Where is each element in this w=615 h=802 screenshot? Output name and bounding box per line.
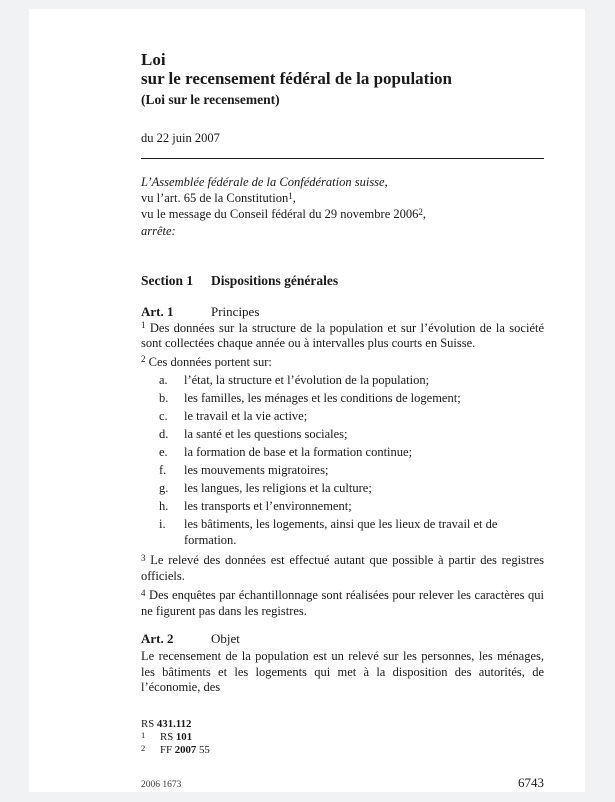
section-1-title: Dispositions générales bbox=[211, 273, 339, 288]
preamble-citation-2 bbox=[141, 206, 544, 222]
footnote-1-prefix: RS bbox=[160, 730, 176, 743]
footnotes-block bbox=[141, 718, 544, 757]
page-number: 6743 bbox=[518, 774, 544, 790]
list-item-i bbox=[141, 517, 544, 548]
law-short-title: (Loi sur le recensement) bbox=[141, 92, 280, 107]
footnote-2 bbox=[141, 744, 544, 757]
list-text: les bâtiments, les logements, ainsi que les lieux de travail et de formation. bbox=[184, 517, 498, 547]
footnote-1-bold: 101 bbox=[175, 730, 193, 743]
list-letter: g. bbox=[159, 481, 169, 495]
list-letter: c. bbox=[159, 409, 168, 423]
preamble bbox=[141, 174, 544, 239]
article-2-heading bbox=[141, 631, 544, 646]
article-2-paragraph-1: Le recensement de la population est un relevé sur les personnes, les ménages, les bâtiments et les logements qui met à la disposition des autorités, de l’économie, des bbox=[141, 649, 544, 694]
list-letter: b. bbox=[159, 391, 169, 405]
law-title-line-1: Loi bbox=[141, 50, 166, 69]
list-item-g bbox=[141, 481, 544, 497]
paragraph-2-number: 2 bbox=[141, 354, 146, 364]
footnote-ref-2: 2 bbox=[418, 206, 423, 217]
article-1-paragraph-1 bbox=[141, 321, 544, 352]
list-letter: h. bbox=[159, 499, 169, 513]
list-text: les transports et l’environnement; bbox=[184, 499, 352, 513]
section-1-label: Section 1 bbox=[141, 273, 194, 288]
paragraph-4-number: 4 bbox=[141, 587, 146, 598]
list-item-e bbox=[141, 445, 544, 461]
footnote-2-text bbox=[160, 744, 544, 757]
enactment-date: du 22 juin 2007 bbox=[141, 131, 220, 145]
list-text: l’état, la structure et l’évolution de la population; bbox=[184, 373, 430, 387]
rs-prefix: RS bbox=[141, 717, 157, 730]
rs-number: 431.112 bbox=[156, 717, 192, 730]
list-letter: f. bbox=[159, 463, 167, 477]
citation-2-text: vu le message du Conseil fédéral du 29 novembre 2006 bbox=[141, 207, 419, 221]
list-text: les mouvements migratoires; bbox=[184, 463, 329, 477]
document-page bbox=[29, 9, 585, 792]
paragraph-1-text: Des données sur la structure de la population et sur l’évolution de la société sont collectées chaque année ou à intervalles plus courts en Suisse. bbox=[141, 320, 545, 350]
footnote-1-text bbox=[160, 731, 544, 744]
list-item-a bbox=[141, 373, 544, 389]
law-title bbox=[141, 51, 544, 88]
footnote-ref-1: 1 bbox=[288, 190, 293, 201]
list-letter: e. bbox=[159, 445, 168, 459]
list-text: le travail et la vie active; bbox=[184, 409, 308, 423]
list-text: la formation de base et la formation continue; bbox=[184, 445, 413, 459]
footnote-1 bbox=[141, 731, 544, 744]
list-text: les langues, les religions et la culture; bbox=[184, 481, 372, 495]
list-item-d bbox=[141, 427, 544, 443]
paragraph-2-text: Ces données portent sur: bbox=[148, 354, 272, 369]
article-1-paragraph-3 bbox=[141, 553, 544, 584]
footnote-1-marker: 1 bbox=[141, 729, 146, 740]
list-item-h bbox=[141, 499, 544, 515]
paragraph-3-number: 3 bbox=[141, 552, 146, 563]
list-item-f bbox=[141, 463, 544, 479]
law-title-line-2: sur le recensement fédéral de la population bbox=[141, 68, 453, 88]
preamble-authority: L’Assemblée fédérale de la Confédération suisse, bbox=[141, 175, 388, 189]
list-item-b bbox=[141, 391, 544, 407]
article-1-paragraph-4 bbox=[141, 588, 544, 619]
page-footer bbox=[141, 775, 544, 791]
section-1-heading bbox=[141, 273, 544, 290]
article-2-title: Objet bbox=[211, 631, 240, 646]
doc-reference: 2006 1673 bbox=[141, 779, 182, 790]
article-2-label: Art. 2 bbox=[141, 631, 174, 646]
footnote-2-prefix: FF bbox=[160, 743, 175, 756]
paragraph-3-text: Le relevé des données est effectué autant que possible à partir des registres officiels. bbox=[141, 553, 544, 583]
article-1-title: Principes bbox=[211, 303, 260, 319]
list-letter: a. bbox=[159, 373, 168, 387]
footnote-2-marker: 2 bbox=[141, 742, 146, 753]
preamble-citation-1 bbox=[141, 190, 544, 206]
citation-1-text: vu l’art. 65 de la Constitution bbox=[141, 191, 289, 205]
rs-reference bbox=[141, 718, 544, 731]
citation-2-tail: , bbox=[422, 207, 426, 221]
list-letter: i. bbox=[159, 517, 166, 531]
list-text: les familles, les ménages et les conditions de logement; bbox=[184, 391, 461, 405]
citation-1-tail: , bbox=[292, 191, 296, 205]
list-item-c bbox=[141, 409, 544, 425]
list-letter: d. bbox=[159, 427, 169, 441]
footnote-2-suffix: 55 bbox=[196, 743, 210, 756]
preamble-decree: arrête: bbox=[141, 224, 176, 238]
list-text: la santé et les questions sociales; bbox=[184, 427, 348, 441]
page-content bbox=[29, 9, 585, 791]
article-1-label: Art. 1 bbox=[141, 303, 174, 319]
article-1-heading bbox=[141, 304, 544, 319]
article-1-enumeration bbox=[141, 373, 544, 548]
article-1-paragraph-2 bbox=[141, 355, 544, 371]
paragraph-4-text: Des enquêtes par échantillonnage sont réalisées pour relever les caractères qui ne figurent pas dans les registres. bbox=[141, 588, 545, 618]
horizontal-rule bbox=[141, 158, 544, 159]
footnote-2-bold: 2007 bbox=[174, 743, 197, 756]
paragraph-1-number: 1 bbox=[141, 320, 146, 330]
